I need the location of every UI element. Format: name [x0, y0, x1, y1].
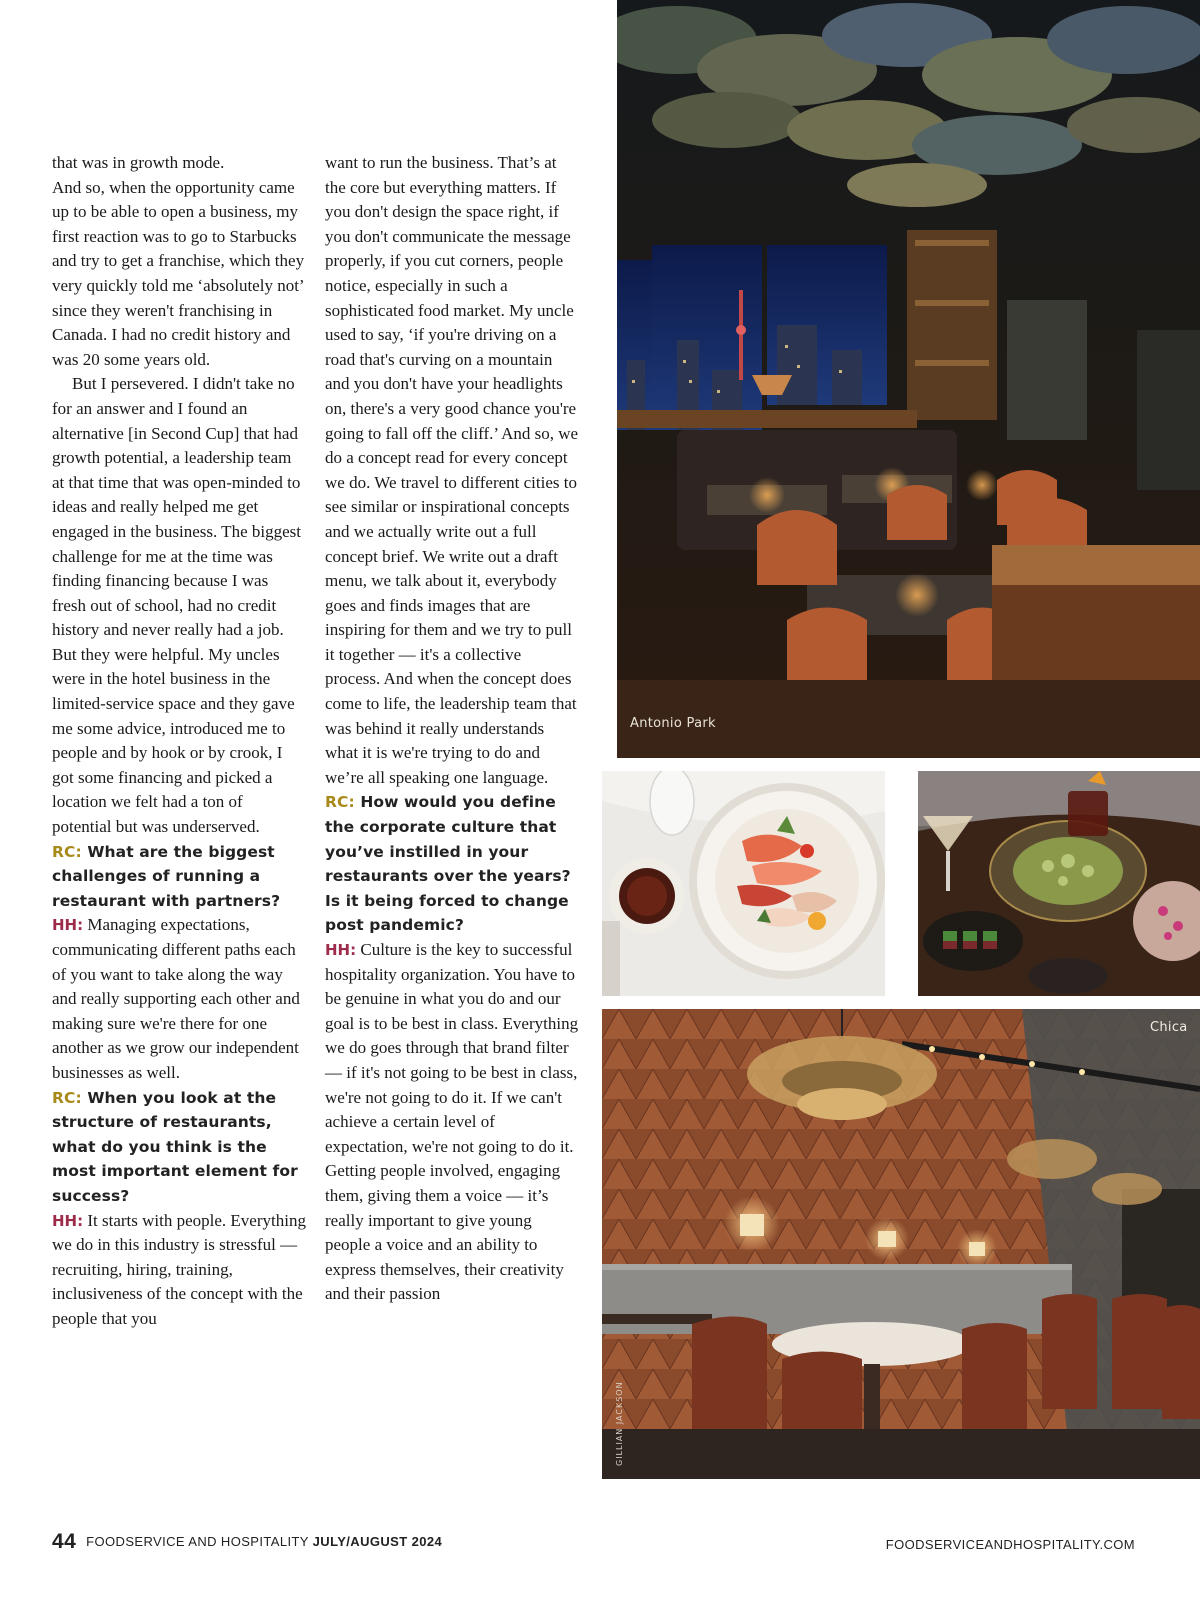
answer-text: Culture is the key to successful hospitality organization. You have to be genuine in what you do and our goal is to be best in class. Everything we do goes through that brand filter — if it's not going to be best in class, we're not going to do it. If we can't achieve a certain level of expectation, we're not going to do it. Getting people involved, engaging them, giving them a voice — it’s really important to give young people a voice and an ability to express themselves, their creativity and their passion	[325, 940, 579, 1304]
issue-date: JULY/AUGUST 2024	[312, 1534, 443, 1549]
question	[325, 790, 579, 938]
restaurant-interior-photo	[617, 0, 1200, 758]
question	[52, 840, 306, 914]
paragraph: want to run the business. That’s at the core but everything matters. If you don't design the space right, if you don't communicate the message properly, if you cut corners, people notice, especially in such a sophisticated food market. My uncle used to say, ‘if you're driving on a road that's curving on a mountain and you don't have your headlights on, there's a very good chance you're going to fall off the cliff.’ And so, we do a concept read for every concept we do. We travel to different cities to see similar or inspirational concepts and we actually write out a full concept brief. We write out a draft menu, we talk about it, everybody goes and finds images that are inspiring for them and we try to pull it together — it's a collective process. And when the concept does come to life, the leadership team that was behind it really understands what it is we're trying to do and we’re all speaking one language.	[325, 153, 579, 787]
paragraph: And so, when the opportunity came up to be able to open a business, my first reaction was to go to Starbucks and try to get a franchise, which they very quickly told me ‘absolutely not’ since they weren't franchising in Canada. I had no credit history and was 20 some years old.	[52, 177, 305, 369]
interviewee-tag: HH:	[52, 916, 84, 935]
cocktails-dishes-photo	[918, 771, 1200, 996]
page-number: 44	[52, 1530, 77, 1553]
article-column-2	[325, 151, 579, 1307]
sashimi-plate-photo	[602, 771, 885, 996]
article-column-1	[52, 151, 306, 1332]
interviewer-tag: RC:	[325, 793, 355, 812]
paragraph: that was in growth mode.	[52, 153, 225, 172]
answer	[52, 913, 306, 1085]
answer	[325, 938, 579, 1307]
photo-caption: Chica	[1150, 1020, 1188, 1035]
interviewer-tag: RC:	[52, 1088, 82, 1107]
answer	[52, 1209, 306, 1332]
answer-text: Managing expectations, communicating different paths each of you want to take along the way and really supporting each other and making sure we're there for one another as we grow our independent businesses as well.	[52, 915, 300, 1082]
photo-credit: GILLIAN JACKSON	[615, 1381, 624, 1466]
question-text: How would you define the corporate culture that you’ve instilled in your restaurants over the years? Is it being forced to change post pandemic?	[325, 793, 571, 935]
website-url: FOODSERVICEANDHOSPITALITY.COM	[885, 1537, 1135, 1552]
interviewee-tag: HH:	[325, 941, 357, 959]
answer-text: It starts with people. Everything we do in this industry is stressful — recruiting, hiring, training, inclusiveness of the concept with the people that you	[52, 1210, 306, 1328]
interviewee-tag: HH:	[52, 1211, 84, 1230]
photo-caption: Antonio Park	[630, 716, 716, 731]
paragraph: But I persevered. I didn't take no for an answer and I found an alternative [in Second Cup] that had growth potential, a leadership team at that time that was open-minded to ideas and really helped me get engaged in the business. The biggest challenge for me at the time was finding financing because I was fresh out of school, had no credit history and never really had a job. But they were helpful. My uncles were in the hotel business in the limited-service space and they gave me some advice, introduced me to people and by hook or by crook, I got some financing and picked a location we felt had a ton of potential but was underserved.	[52, 374, 301, 837]
question	[52, 1086, 306, 1209]
question-text: When you look at the structure of restaurants, what do you think is the most important element for success?	[52, 1088, 298, 1205]
interviewer-tag: RC:	[52, 842, 82, 861]
page-footer-left	[52, 1530, 442, 1554]
restaurant-dining-room-photo	[602, 1009, 1200, 1479]
question-text: What are the biggest challenges of running a restaurant with partners?	[52, 842, 281, 910]
magazine-name: FOODSERVICE AND HOSPITALITY	[86, 1534, 309, 1549]
